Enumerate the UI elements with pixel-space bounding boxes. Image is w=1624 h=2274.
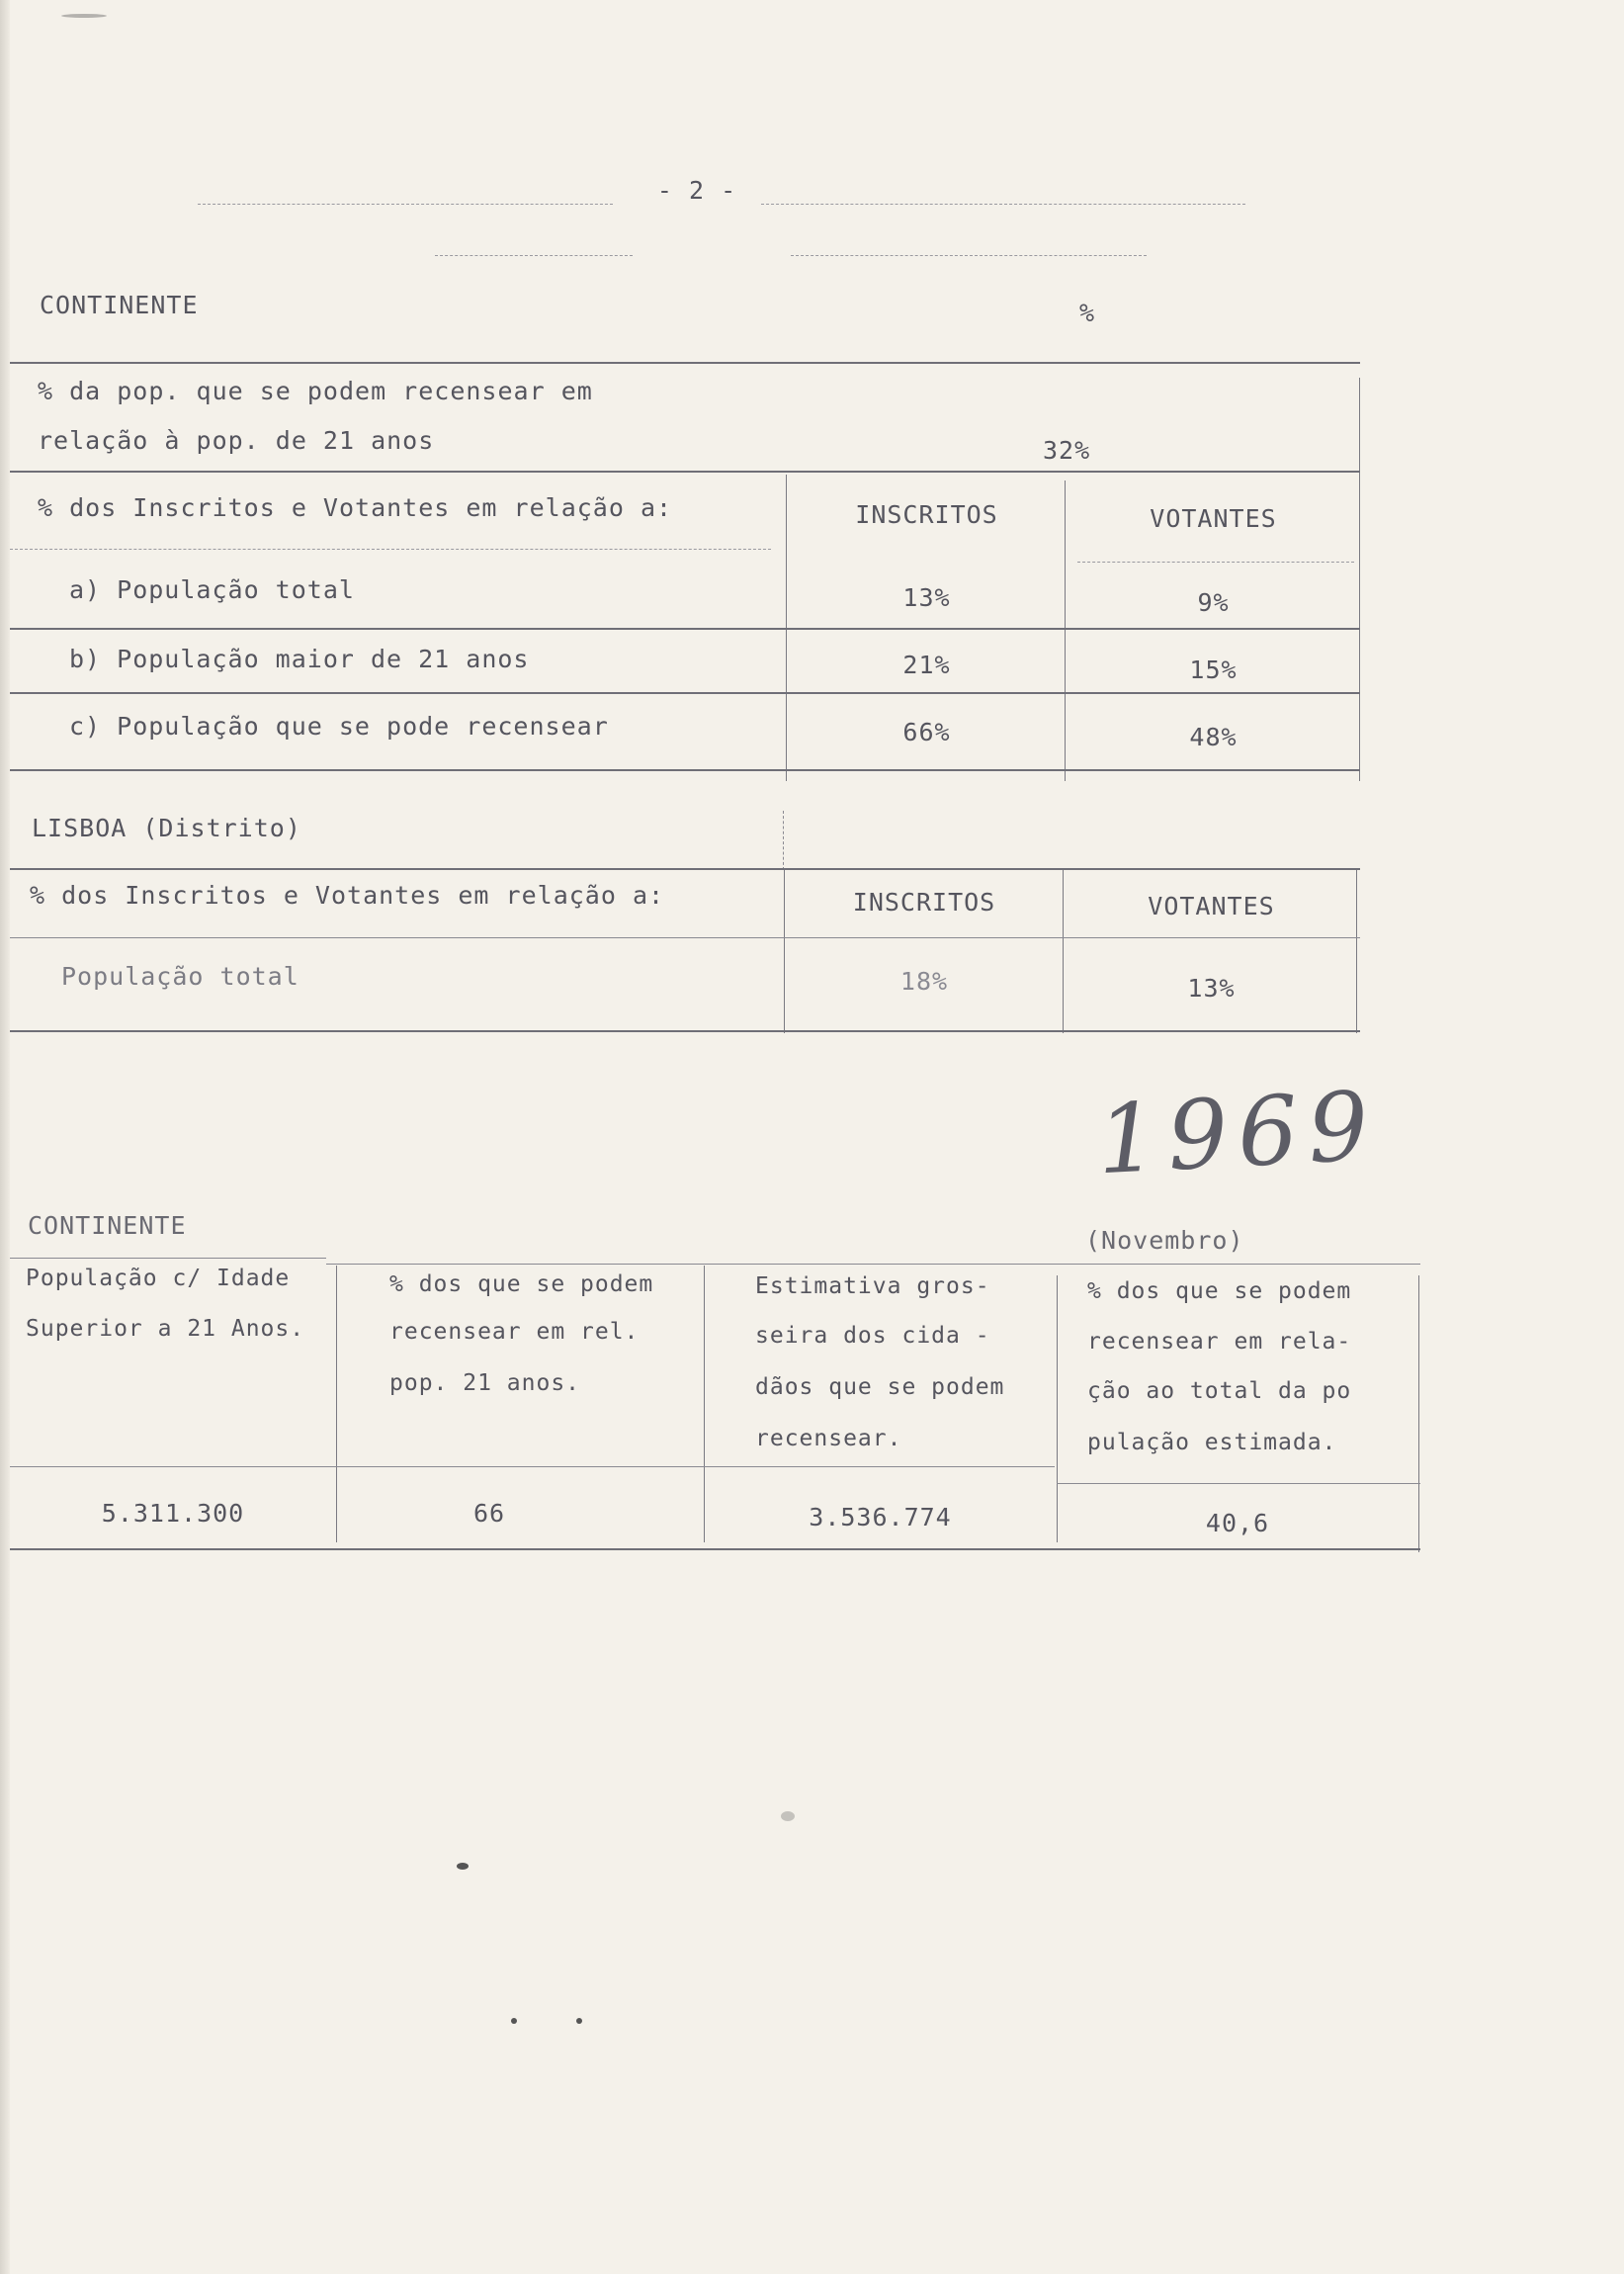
table3-h3-line1: Estimativa gros- — [755, 1273, 990, 1299]
table3-col-divider-3 — [1057, 1275, 1058, 1542]
table1-col-divider-2 — [1065, 481, 1066, 781]
section1-header-label: % dos Inscritos e Votantes em relação a: — [38, 493, 673, 522]
table1-votantes-dashed-rule — [1077, 562, 1354, 563]
section1-row-c-inscritos: 66% — [902, 718, 951, 746]
page-number: - 2 - — [656, 176, 737, 205]
ink-speck — [511, 2018, 517, 2024]
table1-bottom-rule — [10, 769, 1360, 771]
header-dotted-rule-left — [198, 204, 613, 205]
section1-col-votantes: VOTANTES — [1150, 504, 1277, 533]
table3-col-divider-2 — [704, 1266, 705, 1542]
section1-title: CONTINENTE — [40, 291, 199, 319]
section1-row-a-inscritos: 13% — [902, 583, 951, 612]
table3-header-rule-right — [1057, 1483, 1420, 1484]
ink-speck — [457, 1863, 469, 1870]
section2-votantes-value: 13% — [1187, 974, 1236, 1003]
table3-h4-line2: recensear em rela- — [1087, 1329, 1352, 1355]
table3-value-percent-total: 40,6 — [1205, 1509, 1270, 1537]
section2-col-inscritos: INSCRITOS — [852, 888, 996, 917]
section1-row-b-inscritos: 21% — [902, 651, 951, 679]
section2-title: LISBOA (Distrito) — [32, 814, 301, 842]
table3-h1-line1: População c/ Idade — [26, 1266, 291, 1291]
table3-right-border — [1418, 1275, 1419, 1552]
section2-row-label: População total — [61, 962, 299, 991]
table3-top-rule-left — [10, 1258, 326, 1259]
table1-top-rule — [10, 362, 1360, 364]
section1-percent-symbol: % — [1079, 299, 1096, 327]
table1-rule-2 — [10, 471, 1360, 473]
table3-top-rule-right — [326, 1264, 1420, 1265]
table2-stub-line — [783, 811, 784, 870]
header-dotted-rule-3 — [791, 255, 1147, 256]
table3-value-percent-21: 66 — [472, 1499, 506, 1528]
table3-h4-line3: ção ao total da po — [1087, 1378, 1352, 1404]
section3-title: CONTINENTE — [28, 1211, 187, 1240]
table3-h4-line4: pulação estimada. — [1087, 1430, 1337, 1455]
page-edge-shadow — [0, 0, 10, 2274]
section2-header-label: % dos Inscritos e Votantes em relação a: — [30, 881, 665, 910]
section1-row-a-votantes: 9% — [1197, 588, 1230, 617]
table3-h2-line1: % dos que se podem — [389, 1271, 654, 1297]
paper-mark — [781, 1811, 795, 1821]
table3-h3-line2: seira dos cida - — [755, 1323, 990, 1349]
table3-h3-line3: dãos que se podem — [755, 1374, 1005, 1400]
table2-col-divider-2 — [1063, 870, 1064, 1033]
table2-top-rule — [10, 868, 1360, 870]
section1-row-b-votantes: 15% — [1189, 656, 1238, 684]
table2-col-divider-1 — [784, 870, 785, 1033]
section1-row-b-label: b) População maior de 21 anos — [69, 645, 530, 673]
table1-rule-4 — [10, 692, 1360, 694]
section1-row-a-label: a) População total — [69, 575, 355, 604]
ink-speck — [576, 2018, 582, 2024]
section3-note: (Novembro) — [1085, 1226, 1244, 1255]
section1-col-inscritos: INSCRITOS — [855, 500, 998, 529]
table3-header-rule — [10, 1466, 1055, 1467]
table3-h2-line3: pop. 21 anos. — [389, 1370, 581, 1396]
handwritten-year: 1969 — [1094, 1070, 1382, 1196]
paper-mark — [61, 14, 107, 18]
section2-col-votantes: VOTANTES — [1148, 892, 1275, 920]
table3-h3-line4: recensear. — [755, 1426, 902, 1451]
table3-h1-line2: Superior a 21 Anos. — [26, 1316, 305, 1342]
header-dotted-rule-2 — [435, 255, 633, 256]
section1-row1-value: 32% — [1043, 436, 1091, 465]
table3-bottom-rule — [10, 1548, 1420, 1550]
table2-rule-2 — [10, 937, 1360, 938]
table3-h2-line2: recensear em rel. — [389, 1319, 640, 1345]
section2-inscritos-value: 18% — [899, 967, 949, 996]
table1-header-dashed-rule — [10, 549, 771, 550]
section1-row-c-label: c) População que se pode recensear — [69, 712, 609, 741]
table3-value-population: 5.311.300 — [101, 1499, 245, 1528]
table3-value-estimate: 3.536.774 — [809, 1503, 952, 1531]
section1-row1-line1: % da pop. que se podem recensear em — [38, 377, 593, 405]
table1-right-border — [1359, 378, 1360, 781]
section1-row1-line2: relação à pop. de 21 anos — [38, 426, 435, 455]
table3-h4-line1: % dos que se podem — [1087, 1278, 1352, 1304]
table2-bottom-rule — [10, 1030, 1360, 1032]
section1-row-c-votantes: 48% — [1189, 723, 1238, 751]
header-dotted-rule-right — [761, 204, 1245, 205]
table1-rule-3 — [10, 628, 1360, 630]
